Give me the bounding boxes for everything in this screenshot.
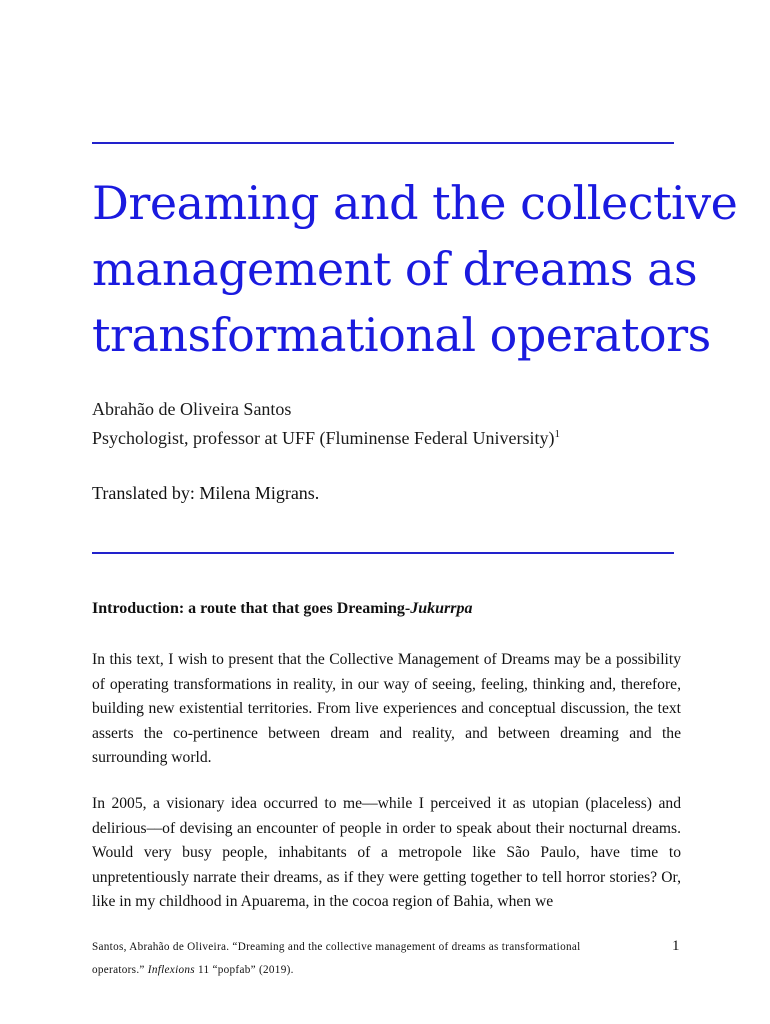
author-name: Abrahão de Oliveira Santos [92,399,292,419]
journal-name: Inflexions [147,964,195,976]
section-heading-text: Introduction: a route that that goes Dreaming- [92,600,411,617]
bottom-divider-rule [92,552,674,554]
title-line-1: Dreaming and the collective [92,176,738,230]
author-affiliation: Psychologist, professor at UFF (Fluminense Federal University) [92,428,555,448]
body-paragraph: In this text, I wish to present that the Collective Management of Dreams may be a possibility of operating transformations in reality, in our way of seeing, feeling, thinking and, therefore, building new existential territories. From live experiences and conceptual discussion, the text asserts the co-pertinence between dream and reality, and between dreaming and the surrounding world. [92,651,681,766]
section-heading [92,600,472,618]
author-affiliation-line [92,424,560,453]
title-line-2: management of dreams as [92,242,698,296]
citation-text: Santos, Abrahão de Oliveira. “Dreaming and the collective management of dreams as transformational operators.” [92,941,581,976]
citation-footer [92,936,632,982]
author-block [92,395,560,453]
title-line-3: transformational operators [92,308,711,362]
section-heading-italic: Jukurrpa [410,600,473,617]
page-number: 1 [672,938,680,954]
citation-issue: 11 “popfab” (2019). [194,964,294,976]
body-paragraph: In 2005, a visionary idea occurred to me––while I perceived it as utopian (placeless) and delirious––of devising an encounter of people in order to speak about their nocturnal dreams. Would very busy people, inhabitants of a metropole like São Paulo, have time to unpretentiously narrate their dreams, as if they were getting together to tell horror stories? Or, like in my childhood in Apuarema, in the cocoa region of Bahia, when we [92,795,681,910]
translator-credit: Translated by: Milena Migrans. [92,483,320,503]
article-title [92,170,738,368]
footnote-marker[interactable]: 1 [554,428,560,440]
top-divider-rule [92,142,674,144]
